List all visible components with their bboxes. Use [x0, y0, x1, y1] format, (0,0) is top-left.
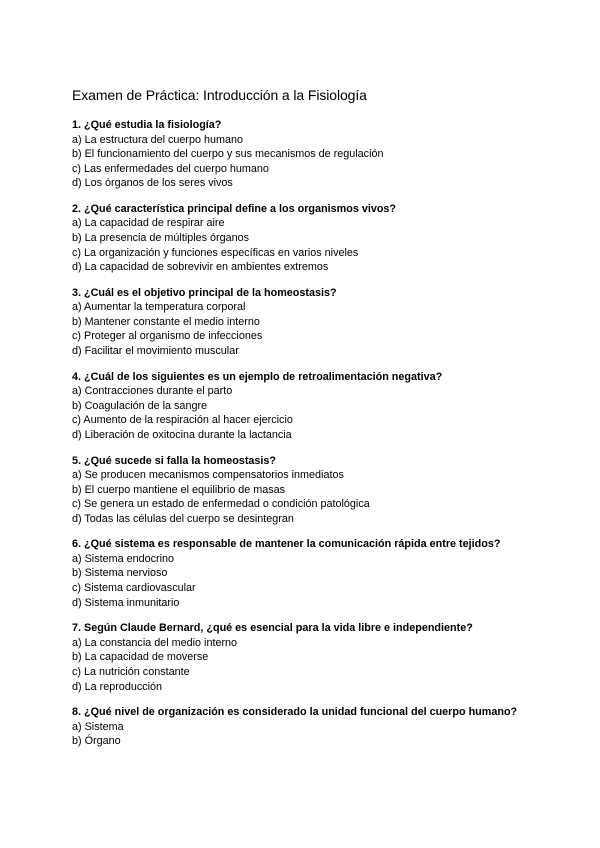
- answer-option: c) Se genera un estado de enfermedad o condición patológica: [72, 498, 370, 511]
- answer-option: a) Sistema: [72, 720, 124, 733]
- answer-options: [72, 300, 532, 358]
- answer-option: d) Todas las células del cuerpo se desintegran: [72, 512, 294, 525]
- answer-option: c) Aumento de la respiración al hacer ejercicio: [72, 414, 293, 427]
- answer-option: d) Liberación de oxitocina durante la lactancia: [72, 428, 292, 441]
- question-3: [72, 286, 532, 359]
- answer-option: a) La estructura del cuerpo humano: [72, 133, 244, 146]
- question-text: 3. ¿Cuál es el objetivo principal de la homeostasis?: [72, 286, 337, 299]
- question-text: 4. ¿Cuál de los siguientes es un ejemplo de retroalimentación negativa?: [72, 370, 443, 383]
- answer-options: [72, 133, 532, 191]
- answer-option: c) La organización y funciones específicas en varios niveles: [72, 246, 359, 259]
- answer-option: b) El funcionamiento del cuerpo y sus mecanismos de regulación: [72, 148, 384, 161]
- answer-options: [72, 720, 532, 749]
- question-text: 2. ¿Qué característica principal define a los organismos vivos?: [72, 202, 397, 215]
- question-list: [72, 118, 532, 749]
- question-2: [72, 202, 532, 275]
- answer-options: [72, 636, 532, 694]
- document-page: [72, 86, 532, 760]
- answer-option: d) Los órganos de los seres vivos: [72, 177, 233, 190]
- answer-options: [72, 552, 532, 610]
- answer-option: a) Sistema endocrino: [72, 552, 175, 565]
- answer-option: b) Sistema nervioso: [72, 567, 168, 580]
- answer-options: [72, 216, 532, 274]
- question-8: [72, 705, 532, 749]
- answer-option: b) La capacidad de moverse: [72, 651, 209, 664]
- question-6: [72, 537, 532, 610]
- question-4: [72, 370, 532, 443]
- answer-option: b) El cuerpo mantiene el equilibrio de masas: [72, 483, 286, 496]
- question-text: 8. ¿Qué nivel de organización es considerado la unidad funcional del cuerpo humano?: [72, 706, 518, 719]
- answer-option: a) Contracciones durante el parto: [72, 385, 233, 398]
- answer-option: d) La reproducción: [72, 680, 163, 693]
- question-1: [72, 118, 532, 191]
- answer-option: c) Las enfermedades del cuerpo humano: [72, 162, 269, 175]
- document-title: Examen de Práctica: Introducción a la Fisiología: [72, 87, 367, 103]
- question-7: [72, 621, 532, 694]
- answer-option: b) La presencia de múltiples órganos: [72, 231, 250, 244]
- answer-option: c) Sistema cardiovascular: [72, 582, 196, 595]
- answer-option: b) Coagulación de la sangre: [72, 399, 208, 412]
- answer-option: d) La capacidad de sobrevivir en ambientes extremos: [72, 261, 329, 274]
- answer-option: a) Se producen mecanismos compensatorios inmediatos: [72, 469, 344, 481]
- question-text: 5. ¿Qué sucede si falla la homeostasis?: [72, 454, 277, 467]
- answer-option: b) Mantener constante el medio interno: [72, 315, 260, 328]
- answer-option: a) Aumentar la temperatura corporal: [72, 301, 246, 314]
- answer-options: [72, 468, 532, 526]
- answer-option: a) La capacidad de respirar aire: [72, 217, 225, 230]
- answer-option: d) Facilitar el movimiento muscular: [72, 345, 239, 358]
- question-text: 1. ¿Qué estudia la fisiología?: [72, 119, 222, 131]
- answer-option: c) Proteger al organismo de infecciones: [72, 330, 263, 343]
- answer-option: c) La nutrición constante: [72, 665, 190, 678]
- question-5: [72, 454, 532, 527]
- question-text: 7. Según Claude Bernard, ¿qué es esencial para la vida libre e independiente?: [72, 622, 473, 635]
- question-text: 6. ¿Qué sistema es responsable de mantener la comunicación rápida entre tejidos?: [72, 538, 501, 551]
- answer-options: [72, 384, 532, 442]
- answer-option: a) La constancia del medio interno: [72, 636, 238, 649]
- answer-option: b) Órgano: [72, 735, 121, 748]
- answer-option: d) Sistema inmunitario: [72, 596, 180, 609]
